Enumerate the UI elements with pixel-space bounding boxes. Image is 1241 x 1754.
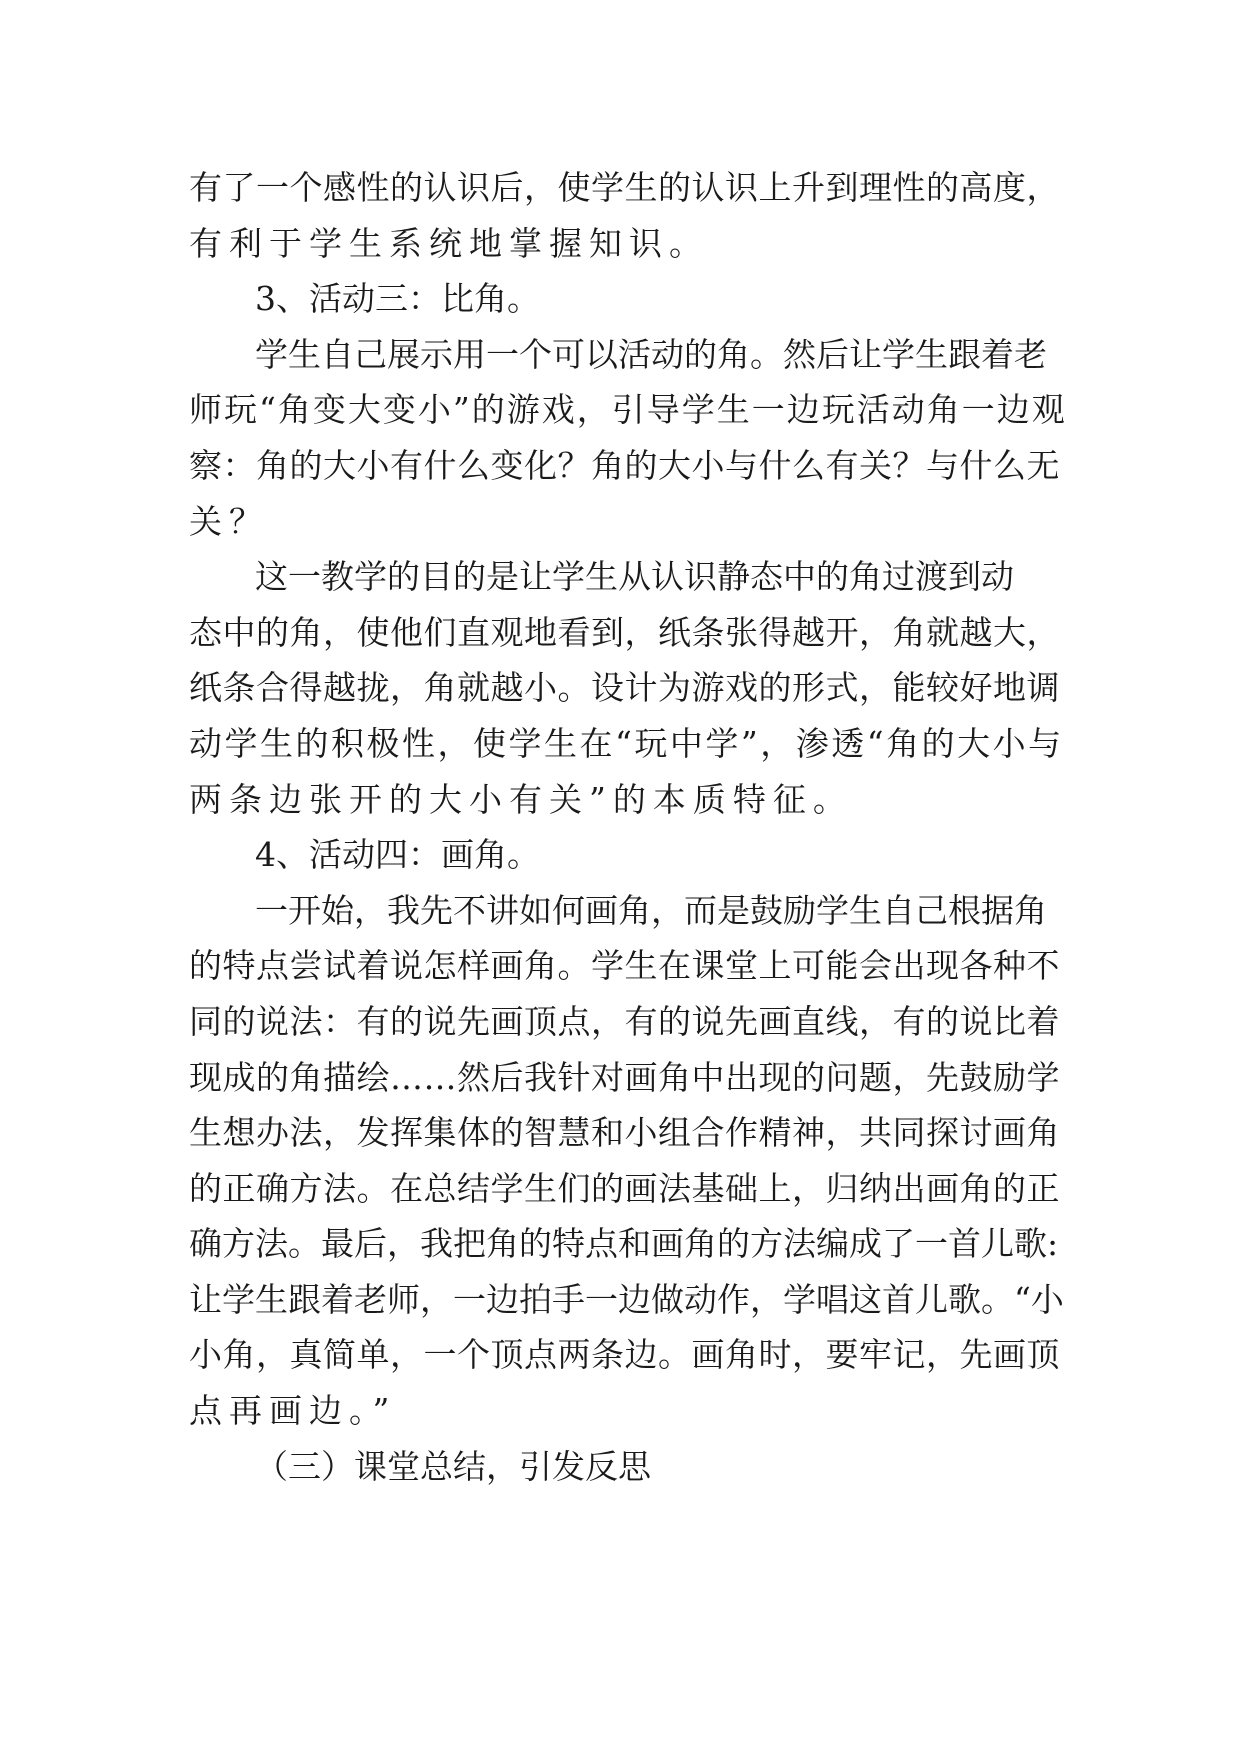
text-line: 现成的角描绘……然后我针对画角中出现的问题，先鼓励学 [189,1057,1060,1097]
text-line: 3、活动三：比角。 [255,279,540,319]
text-line: 态中的角，使他们直观地看到，纸条张得越开，角就越大， [189,612,1060,652]
text-line: 纸条合得越拢，角就越小。设计为游戏的形式，能较好地调 [189,668,1060,708]
document-body [189,160,1069,1494]
text-line: 同的说法：有的说先画顶点，有的说先画直线，有的说比着 [189,1001,1060,1041]
text-line: 生想办法，发挥集体的智慧和小组合作精神，共同探讨画角 [189,1113,1060,1153]
text-line: 4、活动四：画角。 [255,835,540,875]
text-line: 的特点尝试着说怎样画角。学生在课堂上可能会出现各种不 [189,946,1060,986]
text-line: 两条边张开的大小有关”的本质特征。 [189,779,853,819]
text-line: 有了一个感性的认识后，使学生的认识上升到理性的高度， [189,168,1060,207]
text-line: 这一教学的目的是让学生从认识静态中的角过渡到动 [255,557,1014,597]
text-line: 让学生跟着老师，一边拍手一边做动作，学唱这首儿歌。“小 [189,1279,1064,1319]
text-line: 师玩“角变大变小”的游戏，引导学生一边玩活动角一边观 [189,390,1067,430]
text-line: 学生自己展示用一个可以活动的角。然后让学生跟着老 [255,334,1047,374]
text-line: 关？ [189,501,269,541]
text-line: （三）课堂总结，引发反思 [255,1446,651,1486]
text-line: 小角，真简单，一个顶点两条边。画角时，要牢记，先画顶 [189,1335,1060,1375]
text-line: 动学生的积极性，使学生在“玩中学”，渗透“角的大小与 [189,723,1064,763]
text-line: 确方法。最后，我把角的特点和画角的方法编成了一首儿歌: [189,1224,1059,1264]
text-line: 察：角的大小有什么变化？角的大小与什么有关？与什么无 [189,445,1060,485]
text-line: 的正确方法。在总结学生们的画法基础上，归纳出画角的正 [189,1168,1060,1208]
text-line: 一开始，我先不讲如何画角，而是鼓励学生自己根据角 [255,890,1047,930]
text-line: 有利于学生系统地掌握知识。 [189,223,709,263]
text-line: 点再画边。” [189,1391,397,1431]
